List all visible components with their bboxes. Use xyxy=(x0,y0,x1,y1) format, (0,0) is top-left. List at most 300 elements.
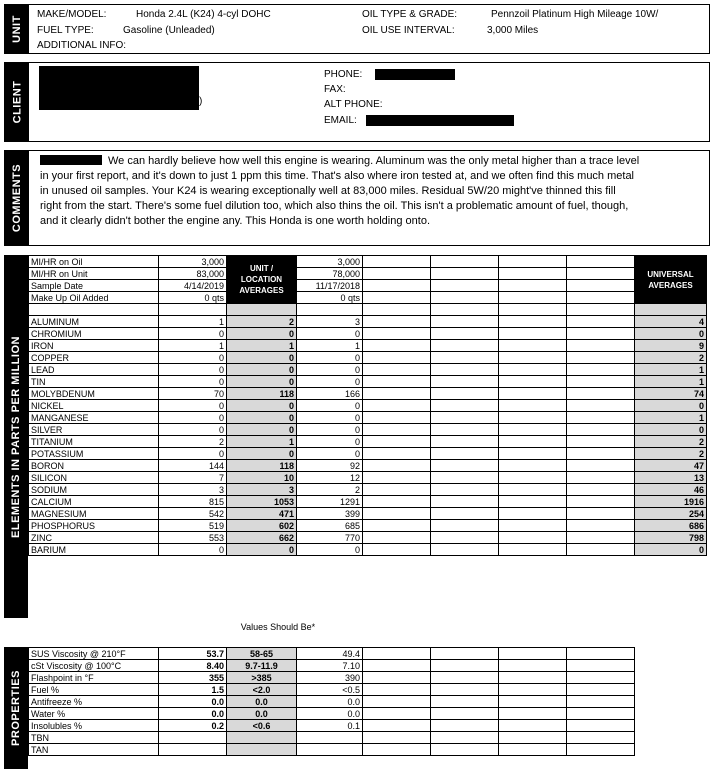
property-sample-1: 53.7 xyxy=(159,648,227,660)
empty-cell xyxy=(499,376,567,388)
empty-cell xyxy=(499,472,567,484)
element-universal-average: 1 xyxy=(635,376,707,388)
oil-interval-value: 3,000 Miles xyxy=(487,25,539,36)
element-sample-1: 2 xyxy=(159,436,227,448)
element-name: MAGNESIUM xyxy=(29,508,159,520)
element-unit-average: 118 xyxy=(227,388,297,400)
make-model-value: Honda 2.4L (K24) 4-cyl DOHC xyxy=(136,9,271,20)
element-row xyxy=(29,328,707,340)
empty-cell xyxy=(431,520,499,532)
property-sample-2: 0.0 xyxy=(297,708,363,720)
empty-cell xyxy=(567,744,635,756)
element-name: PHOSPHORUS xyxy=(29,520,159,532)
property-row xyxy=(29,744,635,756)
properties-tab: PROPERTIES xyxy=(4,647,28,769)
property-sample-1 xyxy=(159,732,227,744)
client-section xyxy=(4,62,710,142)
empty-cell xyxy=(431,376,499,388)
element-universal-average: 47 xyxy=(635,460,707,472)
element-unit-average: 602 xyxy=(227,520,297,532)
element-row xyxy=(29,496,707,508)
empty-cell xyxy=(363,660,431,672)
property-should-be: 0.0 xyxy=(227,708,297,720)
element-unit-average: 0 xyxy=(227,376,297,388)
info-label: Make Up Oil Added xyxy=(29,292,159,304)
element-sample-2: 770 xyxy=(297,532,363,544)
property-should-be: >385 xyxy=(227,672,297,684)
empty-cell xyxy=(567,732,635,744)
oil-interval-label: OIL USE INTERVAL: xyxy=(362,25,455,36)
empty-cell xyxy=(567,696,635,708)
empty-cell xyxy=(363,732,431,744)
element-unit-average: 1 xyxy=(227,436,297,448)
empty-cell xyxy=(567,316,635,328)
property-sample-1: 355 xyxy=(159,672,227,684)
empty-cell xyxy=(363,520,431,532)
element-universal-average: 74 xyxy=(635,388,707,400)
element-sample-1: 144 xyxy=(159,460,227,472)
empty-cell xyxy=(431,328,499,340)
property-sample-2: <0.5 xyxy=(297,684,363,696)
empty-cell xyxy=(431,424,499,436)
property-row xyxy=(29,660,635,672)
comments-tab: COMMENTS xyxy=(5,151,29,245)
empty-cell xyxy=(499,508,567,520)
element-unit-average: 1 xyxy=(227,340,297,352)
client-paren: ) xyxy=(199,96,203,107)
element-unit-average: 0 xyxy=(227,448,297,460)
empty-cell xyxy=(567,268,635,280)
comments-body: We can hardly believe how well this engine is wearing. Aluminum was the only metal higher than a trace level in your first report, and it's down to just 1 ppm this time. That's also where iron tested at, and we often find this much metal in unused oil samples. Your K24 is wearing exceptionally well at 83,000 miles. Residual 5W/20 might've thinned this fill right from the start. There's some fuel dilution too, which also thins the oil. This isn't a problematic amount of fuel, though, and it clearly didn't bother the engine any. This Honda is one worth holding onto. xyxy=(40,155,640,227)
info-sample-2: 78,000 xyxy=(297,268,363,280)
element-sample-1: 0 xyxy=(159,352,227,364)
empty-cell xyxy=(567,436,635,448)
element-sample-1: 0 xyxy=(159,400,227,412)
property-row xyxy=(29,708,635,720)
element-sample-2: 92 xyxy=(297,460,363,472)
empty-cell xyxy=(499,448,567,460)
empty-cell xyxy=(431,436,499,448)
element-name: MANGANESE xyxy=(29,412,159,424)
element-row xyxy=(29,472,707,484)
empty-cell xyxy=(499,316,567,328)
property-name: Flashpoint in °F xyxy=(29,672,159,684)
property-sample-1: 0.2 xyxy=(159,720,227,732)
element-universal-average: 1916 xyxy=(635,496,707,508)
element-unit-average: 1053 xyxy=(227,496,297,508)
empty-cell xyxy=(431,448,499,460)
empty-cell xyxy=(499,292,567,304)
element-unit-average: 0 xyxy=(227,424,297,436)
element-universal-average: 2 xyxy=(635,448,707,460)
empty-cell xyxy=(431,388,499,400)
empty-cell xyxy=(363,744,431,756)
unit-section xyxy=(4,4,710,54)
element-universal-average: 798 xyxy=(635,532,707,544)
values-should-be-label: Values Should Be* xyxy=(240,622,316,632)
element-row xyxy=(29,400,707,412)
alt-phone-label: ALT PHONE: xyxy=(324,99,383,110)
element-name: LEAD xyxy=(29,364,159,376)
empty-cell xyxy=(363,648,431,660)
info-sample-2: 0 qts xyxy=(297,292,363,304)
element-sample-1: 7 xyxy=(159,472,227,484)
element-row xyxy=(29,544,707,556)
element-unit-average: 0 xyxy=(227,412,297,424)
empty-cell xyxy=(499,424,567,436)
empty-cell xyxy=(431,340,499,352)
element-row xyxy=(29,352,707,364)
property-should-be: 0.0 xyxy=(227,696,297,708)
element-sample-2: 1291 xyxy=(297,496,363,508)
empty-cell xyxy=(499,256,567,268)
empty-cell xyxy=(499,388,567,400)
empty-cell xyxy=(499,460,567,472)
property-name: cSt Viscosity @ 100°C xyxy=(29,660,159,672)
empty-cell xyxy=(567,660,635,672)
element-sample-2: 685 xyxy=(297,520,363,532)
empty-cell xyxy=(363,448,431,460)
empty-cell xyxy=(431,256,499,268)
make-model-label: MAKE/MODEL: xyxy=(37,9,107,20)
spacer-row xyxy=(29,304,707,316)
element-sample-2: 0 xyxy=(297,364,363,376)
property-row xyxy=(29,648,635,660)
element-sample-2: 166 xyxy=(297,388,363,400)
element-sample-2: 2 xyxy=(297,484,363,496)
empty-cell xyxy=(499,720,567,732)
unit-average-header: UNIT / LOCATION AVERAGES xyxy=(227,256,297,304)
element-row xyxy=(29,388,707,400)
empty-cell xyxy=(363,388,431,400)
empty-cell xyxy=(431,684,499,696)
empty-cell xyxy=(499,684,567,696)
empty-cell xyxy=(567,400,635,412)
email-label: EMAIL: xyxy=(324,115,357,126)
empty-cell xyxy=(363,352,431,364)
element-sample-2: 399 xyxy=(297,508,363,520)
client-tab: CLIENT xyxy=(5,63,29,141)
element-unit-average: 662 xyxy=(227,532,297,544)
empty-cell xyxy=(567,672,635,684)
empty-cell xyxy=(363,684,431,696)
element-sample-1: 0 xyxy=(159,424,227,436)
additional-info-label: ADDITIONAL INFO: xyxy=(37,40,127,51)
empty-cell xyxy=(363,316,431,328)
info-row xyxy=(29,256,707,268)
property-sample-2: 0.1 xyxy=(297,720,363,732)
info-sample-1: 0 qts xyxy=(159,292,227,304)
spacer-cell xyxy=(297,304,363,316)
property-name: TAN xyxy=(29,744,159,756)
empty-cell xyxy=(567,412,635,424)
element-name: MOLYBDENUM xyxy=(29,388,159,400)
element-unit-average: 0 xyxy=(227,400,297,412)
property-should-be xyxy=(227,744,297,756)
property-name: Water % xyxy=(29,708,159,720)
element-name: BORON xyxy=(29,460,159,472)
info-sample-1: 83,000 xyxy=(159,268,227,280)
element-row xyxy=(29,412,707,424)
property-name: Fuel % xyxy=(29,684,159,696)
empty-cell xyxy=(363,532,431,544)
empty-cell xyxy=(431,400,499,412)
element-name: SILICON xyxy=(29,472,159,484)
empty-cell xyxy=(431,484,499,496)
element-name: TIN xyxy=(29,376,159,388)
element-name: CALCIUM xyxy=(29,496,159,508)
empty-cell xyxy=(431,316,499,328)
property-should-be: <0.6 xyxy=(227,720,297,732)
element-name: SILVER xyxy=(29,424,159,436)
spacer-cell xyxy=(159,304,227,316)
empty-cell xyxy=(499,496,567,508)
property-sample-2: 49.4 xyxy=(297,648,363,660)
empty-cell xyxy=(567,280,635,292)
universal-average-header: UNIVERSAL AVERAGES xyxy=(635,256,707,304)
element-sample-1: 0 xyxy=(159,412,227,424)
property-name: TBN xyxy=(29,732,159,744)
empty-cell xyxy=(363,256,431,268)
info-sample-2: 3,000 xyxy=(297,256,363,268)
element-row xyxy=(29,316,707,328)
property-sample-1 xyxy=(159,744,227,756)
empty-cell xyxy=(431,364,499,376)
empty-cell xyxy=(567,364,635,376)
empty-cell xyxy=(499,544,567,556)
empty-cell xyxy=(431,672,499,684)
property-sample-2: 7.10 xyxy=(297,660,363,672)
empty-cell xyxy=(567,508,635,520)
empty-cell xyxy=(499,400,567,412)
empty-cell xyxy=(499,744,567,756)
spacer-cell xyxy=(567,304,635,316)
empty-cell xyxy=(363,708,431,720)
property-sample-2: 390 xyxy=(297,672,363,684)
empty-cell xyxy=(431,496,499,508)
element-sample-1: 542 xyxy=(159,508,227,520)
empty-cell xyxy=(499,672,567,684)
empty-cell xyxy=(567,520,635,532)
spacer-cell xyxy=(499,304,567,316)
element-row xyxy=(29,376,707,388)
empty-cell xyxy=(363,412,431,424)
element-name: ALUMINUM xyxy=(29,316,159,328)
empty-cell xyxy=(567,460,635,472)
element-universal-average: 0 xyxy=(635,544,707,556)
spacer-cell xyxy=(227,304,297,316)
property-row xyxy=(29,684,635,696)
element-name: IRON xyxy=(29,340,159,352)
info-sample-1: 3,000 xyxy=(159,256,227,268)
empty-cell xyxy=(567,388,635,400)
empty-cell xyxy=(567,292,635,304)
empty-cell xyxy=(567,424,635,436)
property-should-be: 58-65 xyxy=(227,648,297,660)
element-sample-2: 0 xyxy=(297,412,363,424)
element-unit-average: 10 xyxy=(227,472,297,484)
info-row xyxy=(29,268,707,280)
element-row xyxy=(29,424,707,436)
empty-cell xyxy=(567,484,635,496)
element-unit-average: 0 xyxy=(227,544,297,556)
element-sample-2: 3 xyxy=(297,316,363,328)
empty-cell xyxy=(431,352,499,364)
element-unit-average: 3 xyxy=(227,484,297,496)
property-name: SUS Viscosity @ 210°F xyxy=(29,648,159,660)
empty-cell xyxy=(431,280,499,292)
element-row xyxy=(29,460,707,472)
email-redaction xyxy=(366,115,514,126)
element-sample-2: 0 xyxy=(297,448,363,460)
empty-cell xyxy=(499,648,567,660)
element-row xyxy=(29,436,707,448)
empty-cell xyxy=(567,448,635,460)
empty-cell xyxy=(567,376,635,388)
empty-cell xyxy=(431,544,499,556)
property-row xyxy=(29,672,635,684)
empty-cell xyxy=(363,280,431,292)
empty-cell xyxy=(567,328,635,340)
oil-type-label: OIL TYPE & GRADE: xyxy=(362,9,458,20)
empty-cell xyxy=(431,532,499,544)
property-name: Insolubles % xyxy=(29,720,159,732)
element-sample-1: 1 xyxy=(159,340,227,352)
empty-cell xyxy=(431,292,499,304)
element-unit-average: 118 xyxy=(227,460,297,472)
empty-cell xyxy=(363,400,431,412)
empty-cell xyxy=(499,280,567,292)
element-universal-average: 0 xyxy=(635,424,707,436)
empty-cell xyxy=(363,424,431,436)
element-row xyxy=(29,532,707,544)
empty-cell xyxy=(499,732,567,744)
element-name: SODIUM xyxy=(29,484,159,496)
empty-cell xyxy=(499,532,567,544)
empty-cell xyxy=(363,364,431,376)
empty-cell xyxy=(499,412,567,424)
elements-tab: ELEMENTS IN PARTS PER MILLION xyxy=(4,255,28,618)
empty-cell xyxy=(363,376,431,388)
empty-cell xyxy=(363,328,431,340)
empty-cell xyxy=(363,544,431,556)
property-sample-2 xyxy=(297,744,363,756)
property-row xyxy=(29,720,635,732)
element-name: COPPER xyxy=(29,352,159,364)
empty-cell xyxy=(363,292,431,304)
oil-type-value: Pennzoil Platinum High Mileage 10W/ xyxy=(491,9,659,20)
empty-cell xyxy=(431,412,499,424)
element-name: NICKEL xyxy=(29,400,159,412)
empty-cell xyxy=(363,472,431,484)
empty-cell xyxy=(431,460,499,472)
property-sample-2 xyxy=(297,732,363,744)
empty-cell xyxy=(363,720,431,732)
element-universal-average: 254 xyxy=(635,508,707,520)
empty-cell xyxy=(567,720,635,732)
element-sample-1: 1 xyxy=(159,316,227,328)
property-name: Antifreeze % xyxy=(29,696,159,708)
property-sample-1: 0.0 xyxy=(159,708,227,720)
empty-cell xyxy=(431,268,499,280)
unit-tab: UNIT xyxy=(5,5,29,53)
info-row xyxy=(29,280,707,292)
empty-cell xyxy=(363,496,431,508)
element-sample-2: 0 xyxy=(297,328,363,340)
empty-cell xyxy=(363,508,431,520)
element-row xyxy=(29,364,707,376)
fax-label: FAX: xyxy=(324,84,346,95)
info-row xyxy=(29,292,707,304)
empty-cell xyxy=(431,648,499,660)
element-sample-2: 1 xyxy=(297,340,363,352)
element-sample-1: 553 xyxy=(159,532,227,544)
empty-cell xyxy=(431,660,499,672)
element-universal-average: 1 xyxy=(635,412,707,424)
empty-cell xyxy=(567,496,635,508)
element-unit-average: 0 xyxy=(227,364,297,376)
empty-cell xyxy=(363,484,431,496)
property-row xyxy=(29,732,635,744)
element-name: ZINC xyxy=(29,532,159,544)
spacer-cell xyxy=(431,304,499,316)
element-sample-2: 0 xyxy=(297,544,363,556)
empty-cell xyxy=(363,696,431,708)
element-sample-1: 0 xyxy=(159,544,227,556)
property-row xyxy=(29,696,635,708)
empty-cell xyxy=(567,340,635,352)
element-name: POTASSIUM xyxy=(29,448,159,460)
info-label: MI/HR on Unit xyxy=(29,268,159,280)
empty-cell xyxy=(431,744,499,756)
element-name: BARIUM xyxy=(29,544,159,556)
empty-cell xyxy=(499,660,567,672)
element-sample-2: 0 xyxy=(297,400,363,412)
element-sample-2: 12 xyxy=(297,472,363,484)
element-name: CHROMIUM xyxy=(29,328,159,340)
empty-cell xyxy=(431,708,499,720)
spacer-cell xyxy=(29,304,159,316)
spacer-cell xyxy=(363,304,431,316)
comments-text xyxy=(40,154,640,229)
element-row xyxy=(29,340,707,352)
fuel-type-value: Gasoline (Unleaded) xyxy=(123,25,215,36)
element-sample-1: 0 xyxy=(159,364,227,376)
property-should-be: <2.0 xyxy=(227,684,297,696)
info-sample-1: 4/14/2019 xyxy=(159,280,227,292)
element-universal-average: 2 xyxy=(635,436,707,448)
empty-cell xyxy=(431,720,499,732)
element-sample-1: 70 xyxy=(159,388,227,400)
info-label: Sample Date xyxy=(29,280,159,292)
element-sample-1: 0 xyxy=(159,448,227,460)
element-sample-1: 0 xyxy=(159,376,227,388)
element-universal-average: 13 xyxy=(635,472,707,484)
element-universal-average: 2 xyxy=(635,352,707,364)
element-unit-average: 2 xyxy=(227,316,297,328)
empty-cell xyxy=(567,532,635,544)
empty-cell xyxy=(499,352,567,364)
empty-cell xyxy=(499,340,567,352)
client-name-redaction xyxy=(39,66,199,110)
element-universal-average: 4 xyxy=(635,316,707,328)
empty-cell xyxy=(431,732,499,744)
comments-section xyxy=(4,150,710,246)
element-row xyxy=(29,484,707,496)
empty-cell xyxy=(363,340,431,352)
empty-cell xyxy=(567,256,635,268)
empty-cell xyxy=(431,696,499,708)
